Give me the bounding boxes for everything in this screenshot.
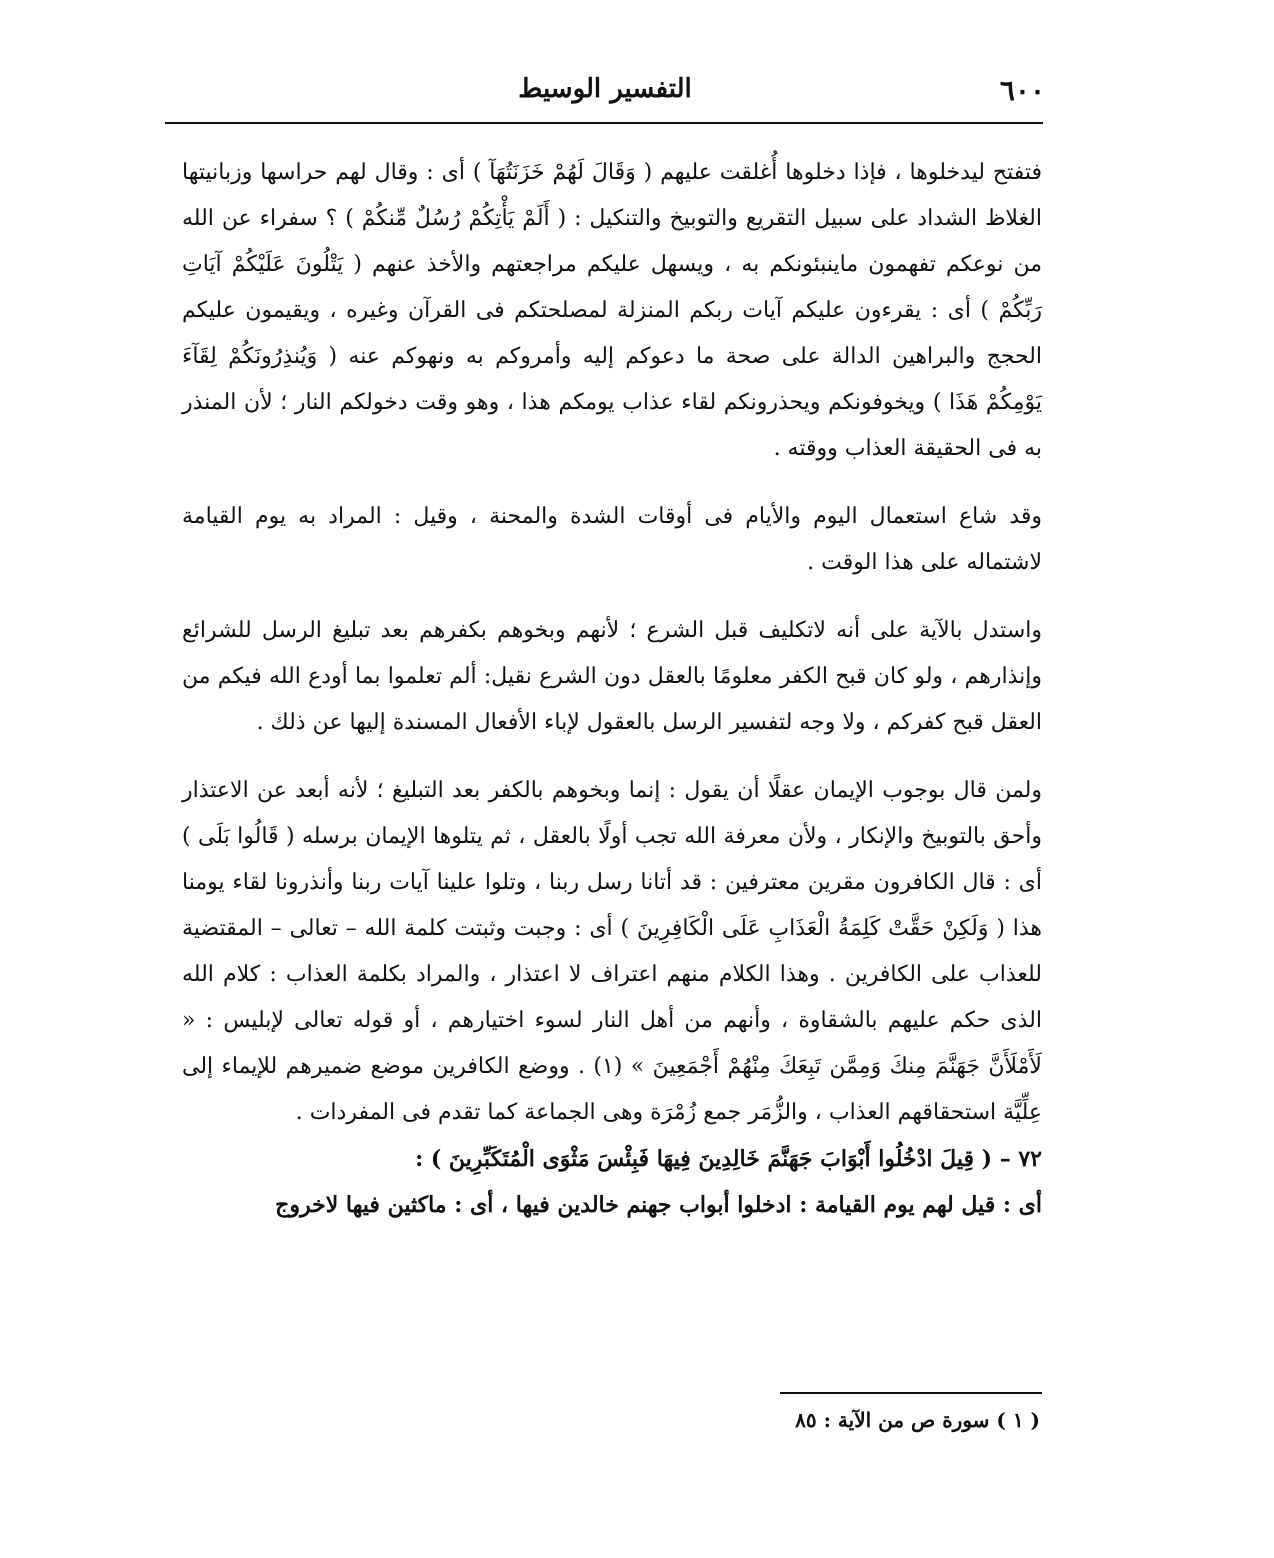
paragraph-3: واستدل بالآية على أنه لاتكليف قبل الشرع ؛ لأنهم وبخوهم بكفرهم بعد تبليغ الرسل للشرائع وإنذارهم ، ولو كان قبح الكفر معلومًا بالعقل دون الشرع نقيل: ألم تعلموا بما أودع الله فيكم من العقل قبح كفركم ، ولا وجه لتفسير الرسل بالعقول لإباء الأفعال المسندة إليها عن ذلك . bbox=[182, 618, 1042, 735]
paragraph-4: ولمن قال بوجوب الإيمان عقلًا أن يقول : إنما وبخوهم بالكفر بعد التبليغ ؛ لأنه أبعد عن الاعتذار وأحق بالتوبيخ والإنكار ، ولأن معرفة الله تجب أولًا بالعقل ، ثم يتلوها الإيمان برسله ( قَالُوا بَلَى ) أى : قال الكافرون مقرين معترفين : قد أتانا رسل ربنا ، وتلوا علينا آيات ربنا وأنذرونا لقاء يومنا هذا ( وَلَكِنْ حَقَّتْ كَلِمَةُ الْعَذَابِ عَلَى الْكَافِرِينَ ) أى : وجبت وثبتت كلمة الله – تعالى – المقتضية للعذاب على الكافرين . وهذا الكلام منهم اعتراف لا اعتذار ، والمراد بكلمة العذاب : كلام الله الذى حكم عليهم بالشقاوة ، وأنهم من أهل النار لسوء اختيارهم ، أو قوله تعالى لإبليس : « لَأَمْلَأَنَّ جَهَنَّمَ مِنكَ وَمِمَّن تَبِعَكَ مِنْهُمْ أَجْمَعِينَ » (١) . ووضع الكافرين موضع ضميرهم للإيماء إلى عِلِّيَّة استحقاقهم العذاب ، والزُّمَر جمع زُمْرَة وهى الجماعة كما تقدم فى المفردات . bbox=[182, 778, 1043, 1125]
running-title: التفسير الوسيط bbox=[518, 74, 692, 104]
page-number: ٦٠٠ bbox=[999, 74, 1045, 107]
footnote-rule bbox=[780, 1392, 1042, 1394]
page-header bbox=[165, 74, 1043, 120]
footnote: ( ١ ) سورة ص من الآية : ٨٥ bbox=[795, 1408, 1040, 1432]
body-text bbox=[182, 150, 1042, 1228]
verse-72-heading: ٧٢ – ( قِيلَ ادْخُلُوا أَبْوَابَ جَهَنَّمَ خَالِدِينَ فِيهَا فَبِئْسَ مَثْوَى الْمُتَكَبِّرِينَ ) : bbox=[415, 1146, 1042, 1172]
paragraph-2: وقد شاع استعمال اليوم والأيام فى أوقات الشدة والمحنة ، وقيل : المراد به يوم القيامة لاشتماله على هذا الوقت . bbox=[182, 504, 1042, 575]
paragraph-5: أى : قيل لهم يوم القيامة : ادخلوا أبواب جهنم خالدين فيها ، أى : ماكثين فيها لاخروج bbox=[275, 1192, 1042, 1218]
paragraph-1: فتفتح ليدخلوها ، فإذا دخلوها أُغلقت عليهم ( وَقَالَ لَهُمْ خَزَنَتُهَآ ) أى : وقال لهم حراسها وزبانيتها الغلاظ الشداد على سبيل التقريع والتوبيخ والتنكيل : ( أَلَمْ يَأْتِكُمْ رُسُلٌ مِّنكُمْ ) ؟ سفراء عن الله من نوعكم تفهمون ماينبئونكم به ، ويسهل عليكم مراجعتهم والأخذ عنهم ( يَتْلُونَ عَلَيْكُمْ آيَاتِ رَبِّكُمْ ) أى : يقرءون عليكم آيات ربكم المنزلة لمصلحتكم فى القرآن وغيره ، ويقيمون عليكم الحجج والبراهين الدالة على صحة ما دعوكم إليه وأمروكم به ونهوكم عنه ( وَيُنذِرُونَكُمْ لِقَآءَ يَوْمِكُمْ هَذَا ) ويخوفونكم ويحذرونكم لقاء عذاب يومكم هذا ، وهو وقت دخولكم النار ؛ لأن المنذر به فى الحقيقة العذاب ووقته . bbox=[182, 160, 1042, 461]
header-rule bbox=[165, 122, 1043, 124]
